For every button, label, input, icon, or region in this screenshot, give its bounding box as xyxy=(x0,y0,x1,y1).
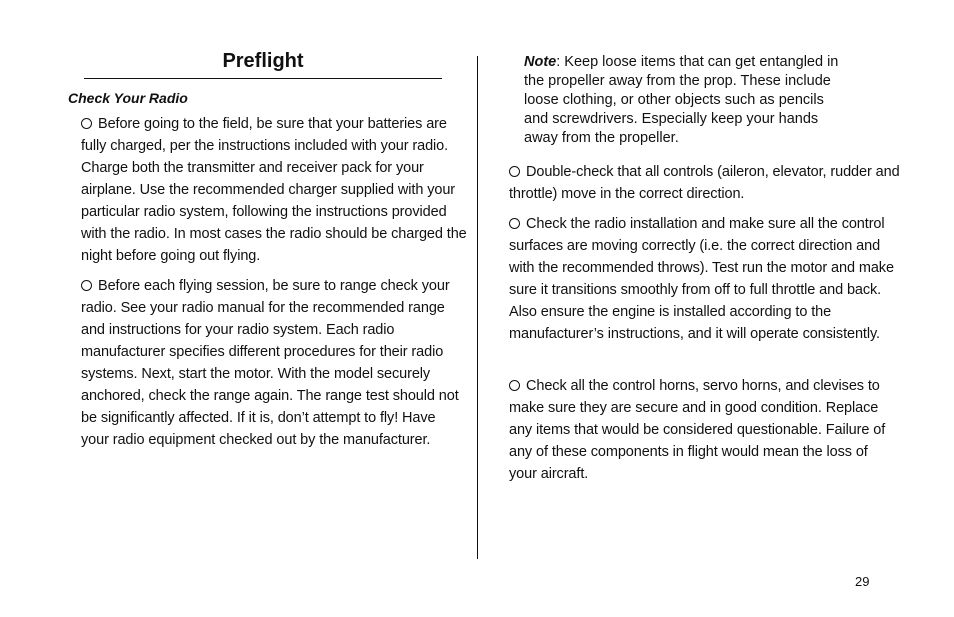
checklist-item-text: Check the radio installation and make sure all the control surfaces are moving correctly (i.e. the correct direction and with the recommended throws). Test run the motor and make sure it transitions smoothly from off to full throttle and back. Also ensure the engine is installed according to the manufacturer’s instructions, and it will operate consistently. xyxy=(509,216,894,342)
page-number: 29 xyxy=(855,574,870,589)
checkbox-icon xyxy=(509,380,520,391)
checklist-item-text: Check all the control horns, servo horns, and clevises to make sure they are secure and in good condition. Replace any items that would be considered questionable. Failure of any of these components in flight would mean the loss of your aircraft. xyxy=(509,378,886,482)
checkbox-icon xyxy=(81,280,92,291)
column-divider xyxy=(477,56,478,559)
checklist-item xyxy=(509,213,894,345)
checklist-item xyxy=(509,161,901,205)
checkbox-icon xyxy=(81,118,92,129)
checklist-item xyxy=(81,113,473,267)
checklist-item-text: Before going to the field, be sure that your batteries are fully charged, per the instructions included with your radio. Charge both the transmitter and receiver pack for your airplane. Use the recommended charger supplied with your particular radio system, following the instructions provided with the radio. In most cases the radio should be charged the night before going out flying. xyxy=(81,116,467,264)
checklist-item-text: Double-check that all controls (aileron, elevator, rudder and throttle) move in the correct direction. xyxy=(509,164,900,202)
checklist-item xyxy=(509,375,899,485)
note-text: : Keep loose items that can get entangled in the propeller away from the prop. These include loose clothing, or other objects such as pencils and screwdrivers. Especially keep your hands away from the propeller. xyxy=(524,54,839,146)
checkbox-icon xyxy=(509,166,520,177)
subsection-title: Check Your Radio xyxy=(68,90,188,106)
title-underline xyxy=(84,78,442,79)
section-title: Preflight xyxy=(222,50,304,72)
note-label: Note xyxy=(524,54,557,70)
checklist-item-text: Before each flying session, be sure to range check your radio. See your radio manual for the recommended range and instructions for your radio system. Each radio manufacturer specifies different procedures for their radio systems. Next, start the motor. With the model securely anchored, check the range again. The range test should not be significantly affected. If it is, don’t attempt to fly! Have your radio equipment checked out by the manufacturer. xyxy=(81,278,459,448)
checkbox-icon xyxy=(509,218,520,229)
checklist-item xyxy=(81,275,466,451)
note-block xyxy=(524,53,846,148)
